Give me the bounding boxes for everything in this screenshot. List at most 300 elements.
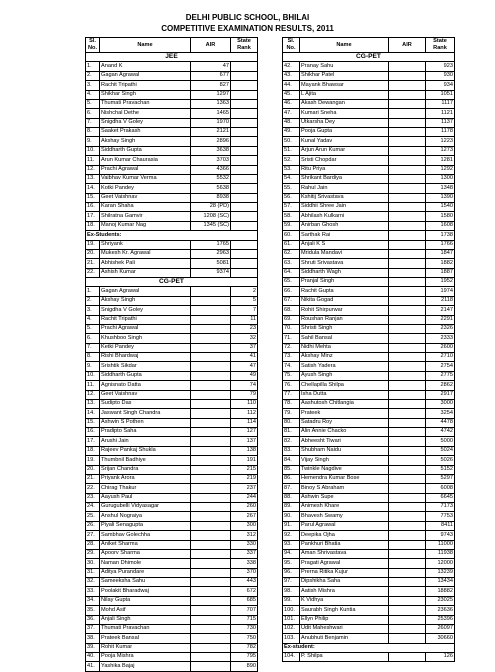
table-row — [283, 437, 455, 446]
table-row — [86, 484, 258, 493]
air-value: 1345 (SC) — [191, 221, 231, 230]
serial-number: 11. — [86, 381, 100, 390]
serial-number: 86. — [283, 474, 300, 483]
air-value — [389, 615, 426, 624]
state-rank-value: 127 — [231, 428, 258, 437]
air-value — [389, 428, 426, 437]
state-rank-value: 3000 — [426, 399, 455, 408]
serial-number: 11. — [86, 156, 100, 165]
state-rank-value — [231, 240, 258, 249]
air-value — [191, 428, 231, 437]
state-rank-value: 23 — [231, 324, 258, 333]
air-value: 5532 — [191, 174, 231, 183]
table-row — [86, 343, 258, 352]
air-value — [389, 203, 426, 212]
serial-number: 64. — [283, 268, 300, 277]
air-value: 1363 — [191, 99, 231, 108]
air-value: 2896 — [191, 137, 231, 146]
serial-number: 66. — [283, 287, 300, 296]
state-rank-value: 25396 — [426, 615, 455, 624]
table-row — [283, 221, 455, 230]
air-value — [191, 465, 231, 474]
table-row — [283, 484, 455, 493]
table-row — [86, 128, 258, 137]
air-value — [191, 634, 231, 643]
table-row — [86, 521, 258, 530]
table-row — [283, 137, 455, 146]
student-name: Pankhuri Bhatia — [300, 540, 389, 549]
student-name: Agnisnato Datta — [100, 381, 191, 390]
air-value — [191, 540, 231, 549]
state-rank-value: 114 — [231, 418, 258, 427]
state-rank-value — [231, 268, 258, 277]
table-row — [283, 249, 455, 258]
state-rank-value: 1137 — [426, 118, 455, 127]
state-rank-value: 1273 — [426, 146, 455, 155]
air-header-line: AIR — [402, 41, 412, 48]
table-row — [86, 549, 258, 558]
table-row — [283, 156, 455, 165]
table-row — [86, 193, 258, 202]
serial-number: 68. — [283, 306, 300, 315]
air-value — [389, 540, 426, 549]
table-row — [86, 456, 258, 465]
student-name: Shruti Srivastava — [300, 259, 389, 268]
air-value — [389, 334, 426, 343]
state-rank-header — [231, 38, 258, 53]
state-rank-value: 110 — [231, 399, 258, 408]
student-name: Thumati Pravachan — [100, 99, 191, 108]
student-name: Binoy S Abraham — [300, 484, 389, 493]
table-row — [283, 231, 455, 240]
table-row — [86, 437, 258, 446]
state-rank-value: 2917 — [426, 390, 455, 399]
air-value — [389, 493, 426, 502]
state-rank-value: 338 — [231, 559, 258, 568]
state-rank-value — [231, 203, 258, 212]
air-value — [191, 568, 231, 577]
ex-students-label: Ex-student: — [283, 643, 455, 652]
student-name: Rachit Tripathi — [100, 81, 191, 90]
state-rank-value: 2333 — [426, 334, 455, 343]
student-name: Abheesht Tiwari — [300, 437, 389, 446]
state-rank-value: 5 — [231, 296, 258, 305]
state-rank-value: 11000 — [426, 540, 455, 549]
state-rank-value: 1608 — [426, 221, 455, 230]
student-name: Priyank Arora — [100, 474, 191, 483]
table-row — [86, 146, 258, 155]
air-value — [191, 512, 231, 521]
serial-number: 51. — [283, 146, 300, 155]
serial-number: 62. — [283, 249, 300, 258]
air-value — [389, 268, 426, 277]
table-row — [86, 399, 258, 408]
serial-number: 12. — [86, 390, 100, 399]
table-row — [86, 503, 258, 512]
table-row — [283, 371, 455, 380]
student-name: Udit Maheshwari — [300, 624, 389, 633]
serial-number: 22. — [86, 268, 100, 277]
student-name: Nikita Gogad — [300, 296, 389, 305]
serial-number: 48. — [283, 118, 300, 127]
serial-number: 104. — [283, 653, 300, 662]
air-value — [389, 174, 426, 183]
air-value: 677 — [191, 71, 231, 80]
table-row — [86, 315, 258, 324]
table-row — [283, 165, 455, 174]
section-header-row — [86, 53, 258, 62]
air-value — [191, 315, 231, 324]
air-value — [191, 390, 231, 399]
state-rank-value: 1738 — [426, 231, 455, 240]
student-name: Mukesh Kr. Agrawal — [100, 249, 191, 258]
air-header-line: AIR — [205, 41, 216, 48]
student-name: Pooja Gupta — [300, 128, 389, 137]
student-name: Hemendra Kumar Bose — [300, 474, 389, 483]
table-row — [86, 390, 258, 399]
serial-number: 6. — [86, 109, 100, 118]
table-row — [283, 259, 455, 268]
state-rank-value — [231, 221, 258, 230]
state-rank-value: 2 — [231, 287, 258, 296]
serial-number: 84. — [283, 456, 300, 465]
serial-number: 60. — [283, 231, 300, 240]
table-row — [283, 446, 455, 455]
air-value — [389, 418, 426, 427]
student-name: Abhilash Kulkarni — [300, 212, 389, 221]
serial-number: 79. — [283, 409, 300, 418]
serial-number: 15. — [86, 418, 100, 427]
student-name: Yashika Bajaj — [100, 662, 191, 671]
student-name: Satish Yadera — [300, 362, 389, 371]
air-value — [389, 324, 426, 333]
serial-number: 10. — [86, 371, 100, 380]
state-rank-value: 715 — [231, 615, 258, 624]
state-rank-value: 934 — [426, 81, 455, 90]
table-row — [283, 81, 455, 90]
student-name: Satadru Roy — [300, 418, 389, 427]
air-value — [389, 503, 426, 512]
table-row — [283, 503, 455, 512]
air-value: 3638 — [191, 146, 231, 155]
serial-number: 83. — [283, 446, 300, 455]
table-row — [283, 624, 455, 633]
student-name: Utkarsha Dey — [300, 118, 389, 127]
state-rank-value — [231, 184, 258, 193]
state-rank-value: 7173 — [426, 503, 455, 512]
table-row — [283, 465, 455, 474]
serial-number: 40. — [86, 653, 100, 662]
serial-number: 78. — [283, 399, 300, 408]
student-name: Ketki Pandey — [100, 343, 191, 352]
student-name: Bhavesh Swamy — [300, 512, 389, 521]
student-name: Shikhar Singh — [100, 90, 191, 99]
table-row — [86, 624, 258, 633]
table-row — [86, 474, 258, 483]
air-value — [389, 484, 426, 493]
state-rank-value — [231, 156, 258, 165]
air-value — [389, 568, 426, 577]
student-name: Khushboo Singh — [100, 334, 191, 343]
column-header-row — [86, 38, 258, 53]
serial-number: 98. — [283, 587, 300, 596]
state-rank-value: 5000 — [426, 437, 455, 446]
student-name: Anshul Nograiya — [100, 512, 191, 521]
table-row — [86, 643, 258, 652]
table-row — [283, 634, 455, 643]
column-header-row — [283, 38, 455, 53]
serial-number: 18. — [86, 446, 100, 455]
state-rank-value: 49 — [231, 371, 258, 380]
student-name: Gagan Agrawal — [100, 71, 191, 80]
serial-number: 1. — [86, 62, 100, 71]
state-rank-value: 244 — [231, 493, 258, 502]
air-value — [191, 606, 231, 615]
state-rank-value: 2147 — [426, 306, 455, 315]
air-value — [191, 643, 231, 652]
air-value: 5081 — [191, 259, 231, 268]
student-name: Roushan Ranjan — [300, 315, 389, 324]
table-row — [86, 596, 258, 605]
state-rank-header-line: State — [237, 38, 251, 44]
ex-students-row — [86, 231, 258, 240]
air-value — [389, 624, 426, 633]
state-rank-value: 923 — [426, 62, 455, 71]
serial-number: 77. — [283, 390, 300, 399]
air-value — [191, 521, 231, 530]
state-rank-value: 443 — [231, 578, 258, 587]
student-name: Aashutosh Chitlangia — [300, 399, 389, 408]
serial-number: 4. — [86, 315, 100, 324]
air-value: 4366 — [191, 165, 231, 174]
air-value — [389, 549, 426, 558]
table-row — [86, 324, 258, 333]
serial-number: 53. — [283, 165, 300, 174]
state-rank-value — [231, 193, 258, 202]
serial-number: 73. — [283, 353, 300, 362]
state-rank-value: 2291 — [426, 315, 455, 324]
state-rank-value: 79 — [231, 390, 258, 399]
state-rank-value: 47 — [231, 362, 258, 371]
serial-number: 87. — [283, 484, 300, 493]
serial-number: 1. — [86, 287, 100, 296]
state-rank-value: 330 — [231, 540, 258, 549]
state-rank-value: 2118 — [426, 296, 455, 305]
student-name: Thumbnil Badhiye — [100, 456, 191, 465]
serial-number: 13. — [86, 399, 100, 408]
table-row — [283, 278, 455, 287]
state-rank-value: 5026 — [426, 456, 455, 465]
air-value: 827 — [191, 81, 231, 90]
state-rank-value — [231, 259, 258, 268]
student-name: Prateek Bansal — [100, 634, 191, 643]
state-rank-value: 4478 — [426, 418, 455, 427]
air-value — [191, 549, 231, 558]
table-row — [86, 634, 258, 643]
state-rank-value: 1051 — [426, 90, 455, 99]
state-rank-value: 260 — [231, 503, 258, 512]
name-header-line: Name — [137, 41, 153, 48]
student-name: Geet Vaishnav — [100, 193, 191, 202]
air-value: 8938 — [191, 193, 231, 202]
air-value: 9374 — [191, 268, 231, 277]
state-rank-value: 237 — [231, 484, 258, 493]
student-name: Shrikant Bardiya — [300, 174, 389, 183]
student-name: Srishtik Sikdar — [100, 362, 191, 371]
air-header — [389, 38, 426, 53]
serial-number: 19. — [86, 456, 100, 465]
air-value — [389, 109, 426, 118]
air-value — [389, 653, 426, 662]
sl-header — [86, 38, 100, 53]
sl-header-line: No. — [87, 45, 97, 51]
serial-number: 34. — [86, 596, 100, 605]
state-rank-value: 782 — [231, 643, 258, 652]
table-row — [86, 62, 258, 71]
student-name: Gurugubelli Vidyasagar — [100, 503, 191, 512]
state-rank-value: 11 — [231, 315, 258, 324]
air-value — [389, 315, 426, 324]
state-rank-value — [231, 99, 258, 108]
air-value — [389, 99, 426, 108]
student-name: Ellyn Philip — [300, 615, 389, 624]
air-value — [191, 296, 231, 305]
table-row — [86, 240, 258, 249]
student-name: Mohd Asif — [100, 606, 191, 615]
state-rank-value: 685 — [231, 596, 258, 605]
air-value — [389, 221, 426, 230]
table-row — [86, 287, 258, 296]
student-name: Ashwin S Pothen — [100, 418, 191, 427]
state-rank-value: 23636 — [426, 606, 455, 615]
section-title: JEE — [86, 53, 258, 62]
section-header-row — [283, 53, 455, 62]
serial-number: 72. — [283, 343, 300, 352]
serial-number: 41. — [86, 662, 100, 671]
state-rank-value — [231, 174, 258, 183]
student-name: Rohit Kumar — [100, 643, 191, 652]
state-rank-value: 5152 — [426, 465, 455, 474]
serial-number: 13. — [86, 174, 100, 183]
serial-number: 90. — [283, 512, 300, 521]
student-name: Sambhav Golechha — [100, 531, 191, 540]
table-row — [283, 540, 455, 549]
state-rank-value: 1887 — [426, 268, 455, 277]
serial-number: 81. — [283, 428, 300, 437]
serial-number: 52. — [283, 156, 300, 165]
air-value — [389, 62, 426, 71]
serial-number: 21. — [86, 474, 100, 483]
state-rank-value: 890 — [231, 662, 258, 671]
state-rank-value: 2775 — [426, 371, 455, 380]
air-value — [389, 634, 426, 643]
state-rank-value: 795 — [231, 653, 258, 662]
state-rank-value: 138 — [231, 446, 258, 455]
table-row — [86, 446, 258, 455]
table-row — [283, 615, 455, 624]
air-value — [191, 624, 231, 633]
student-name: Rohit Shirpurwar — [300, 306, 389, 315]
table-row — [283, 474, 455, 483]
state-rank-value: 7753 — [426, 512, 455, 521]
state-rank-value: 74 — [231, 381, 258, 390]
table-row — [283, 99, 455, 108]
student-name: Kumari Sneha — [300, 109, 389, 118]
serial-number: 30. — [86, 559, 100, 568]
serial-number: 75. — [283, 371, 300, 380]
serial-number: 5. — [86, 99, 100, 108]
serial-number: 19. — [86, 240, 100, 249]
air-header — [191, 38, 231, 53]
name-header — [300, 38, 389, 53]
air-value — [389, 278, 426, 287]
table-row — [283, 587, 455, 596]
serial-number: 47. — [283, 109, 300, 118]
serial-number: 59. — [283, 221, 300, 230]
table-row — [283, 184, 455, 193]
serial-number: 96. — [283, 568, 300, 577]
table-row — [86, 418, 258, 427]
table-row — [86, 174, 258, 183]
state-rank-value: 672 — [231, 587, 258, 596]
sl-header-line: Sl. — [89, 38, 96, 44]
air-value: 1465 — [191, 109, 231, 118]
state-rank-value — [231, 81, 258, 90]
document-header — [0, 12, 495, 34]
serial-number: 6. — [86, 334, 100, 343]
student-name: Pragati Agrawal — [300, 559, 389, 568]
student-name: Anand K — [100, 62, 191, 71]
serial-number: 80. — [283, 418, 300, 427]
state-rank-value — [231, 137, 258, 146]
state-rank-value: 1974 — [426, 287, 455, 296]
serial-number: 4. — [86, 90, 100, 99]
state-rank-value: 219 — [231, 474, 258, 483]
student-name: Srijan Chandra — [100, 465, 191, 474]
student-name: Mridula Mandavi — [300, 249, 389, 258]
table-row — [283, 456, 455, 465]
table-row — [283, 268, 455, 277]
student-name: Rajeev Pankaj Shukla — [100, 446, 191, 455]
student-name: Sameeksha Sahu — [100, 578, 191, 587]
air-value — [191, 474, 231, 483]
state-rank-value: 4742 — [426, 428, 455, 437]
table-row — [283, 596, 455, 605]
table-row — [86, 156, 258, 165]
student-name: Deepika Ojha — [300, 531, 389, 540]
air-value — [191, 531, 231, 540]
student-name: Prachi Agrawal — [100, 165, 191, 174]
serial-number: 8. — [86, 128, 100, 137]
air-value: 28 (PD) — [191, 203, 231, 212]
student-name: Nidhi Mehta — [300, 343, 389, 352]
air-value — [389, 531, 426, 540]
student-name: Piyali Senagupta — [100, 521, 191, 530]
table-row — [86, 662, 258, 671]
air-value — [389, 240, 426, 249]
student-name: Pranay Sahu — [300, 62, 389, 71]
state-rank-value: 1580 — [426, 212, 455, 221]
table-row — [86, 109, 258, 118]
student-name: Ashish Kumar — [100, 268, 191, 277]
state-rank-value: 2600 — [426, 343, 455, 352]
section-header-row — [86, 278, 258, 287]
state-rank-value: 5297 — [426, 474, 455, 483]
state-rank-value: 7 — [231, 306, 258, 315]
student-name: Ayush Singh — [300, 371, 389, 380]
serial-number: 8. — [86, 353, 100, 362]
student-name: Siddharth Gupta — [100, 146, 191, 155]
